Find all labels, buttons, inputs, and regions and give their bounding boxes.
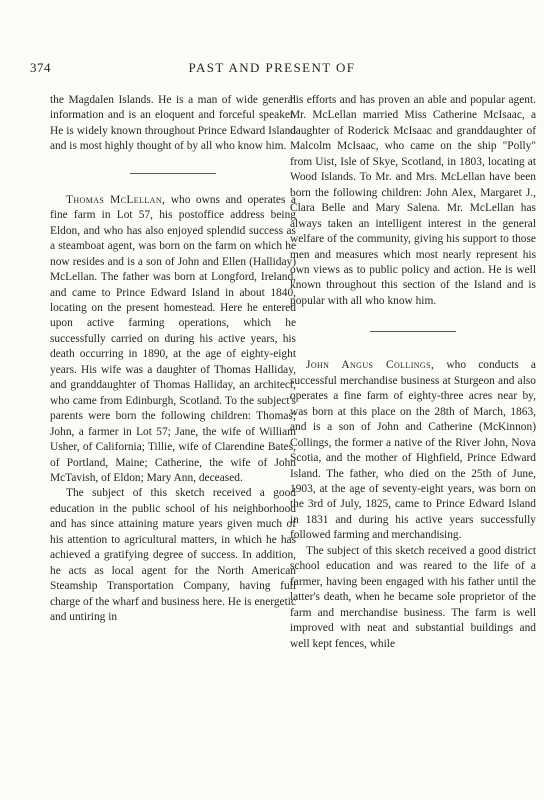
right-column [290, 93, 536, 652]
subject-name: Thomas McLellan, [66, 193, 166, 206]
paragraph [50, 193, 296, 487]
paragraph: The subject of this sketch received a good district school education and was reared to the life of a farmer, having been engaged with his father until the latter's death, when he became sole proprietor of the farm and merchandise business. The farm is well improved with neat and substantial buildings and well kept fences, while [290, 544, 536, 650]
section-divider [370, 331, 456, 332]
left-column [50, 93, 296, 626]
running-head: PAST AND PRESENT OF [188, 60, 356, 75]
section-divider [130, 173, 216, 174]
paragraph-text: who conducts a successful merchandise business at Sturgeon and also operates a fine farm of eighty-three acres near by, was born at this place on the 28th of March, 1863, and is a son of John and Catherine (McKinnon) Collings, the former a native of the River John, Nova Scotia, and the mother of Highfield, Prince Edward Island. The father, who died on the 25th of June, 1903, at the age of seventy-eight years, was born on the 3rd of July, 1825, came to Prince Edward Island in 1831 and during his active years successfully followed farming and merchandising. [290, 359, 536, 542]
paragraph: his efforts and has proven an able and popular agent. Mr. McLellan married Miss Catherine McIsaac, a daughter of Roderick McIsaac and granddaughter of Malcolm McIsaac, who came on the ship "Polly" from Uist, Isle of Skye, Scotland, in 1803, locating at Wood Islands. To Mr. and Mrs. McLellan have been born the following children: John Alex, Margaret J., Clara Belle and Mary Salena. Mr. McLellan has always taken an intelligent interest in the general welfare of the community, giving his support to those men and measures which most nearly represent his own views as to public policy and action. He is well known throughout this section of the Island and is popular with all who know him. [290, 94, 536, 307]
paragraph-text: who owns and operates a fine farm in Lot 57, his postoffice address being Eldon, and who has also enjoyed splendid success as a steamboat agent, was born on the farm on which he now resides and is a son of John and Ellen (Halliday) McLellan. The father was born at Longford, Ireland, and came to Prince Edward Island in about 1840, locating on the present homestead. Here he entered upon active farming operations, which he successfully carried on during his active years, his death occurring in 1890, at the age of eighty-eight years. His wife was a daughter of Thomas Halliday, and granddaughter of Thomas Halliday, an architect, who came from Edinburgh, Scotland. To the subject's parents were born the following children: Thomas; John, a farmer in Lot 57; Jane, the wife of William Usher, of California; Tillie, wife of Clarendine Bates, of Portland, Maine; Catherine, the wife of John McTavish, of Eldon; Mary Ann, deceased. [50, 193, 296, 484]
subject-name: John Angus Collings, [306, 359, 435, 372]
page-number: 374 [30, 60, 51, 75]
paragraph [290, 358, 536, 543]
paragraph: the Magdalen Islands. He is a man of wide general information and is an eloquent and forceful speaker. He is widely known throughout Prince Edward Island and is most highly thought of by all who know him. [50, 94, 296, 153]
paragraph: The subject of this sketch received a good education in the public school of his neighborhood and has since attaining mature years given much of his attention to agricultural matters, in which he has achieved a gratifying degree of success. In addition, he acts as local agent for the North American Steamship Transportation Company, having full charge of the wharf and business here. He is energetic and untiring in [50, 487, 296, 624]
